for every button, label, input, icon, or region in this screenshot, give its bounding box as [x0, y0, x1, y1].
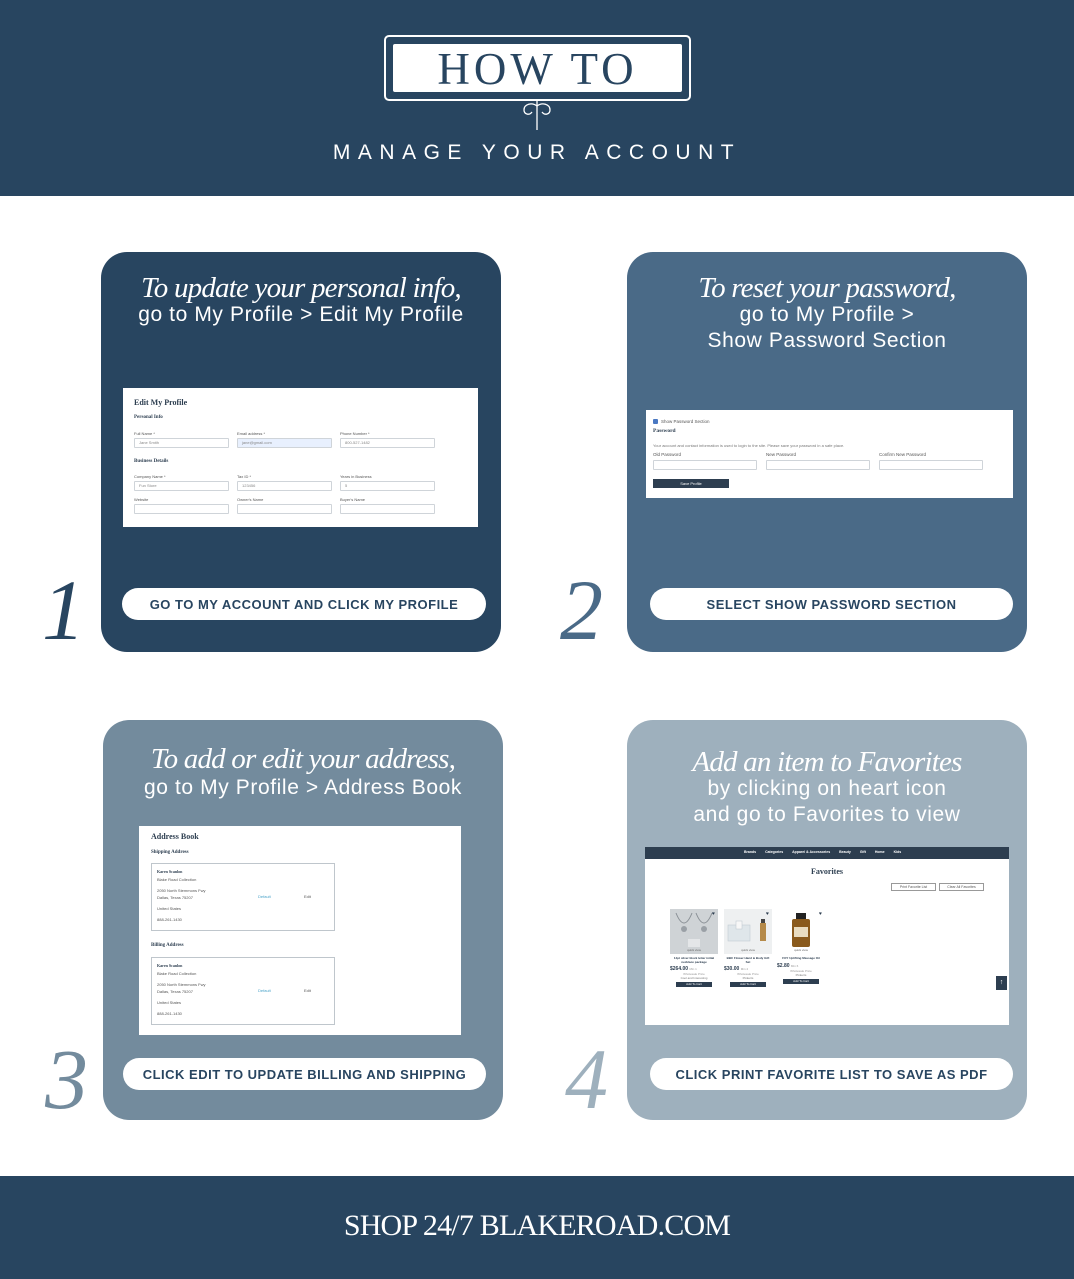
- heart-icon[interactable]: ♥: [712, 911, 715, 917]
- address-book-screenshot: [139, 826, 461, 1035]
- product-meta: Wholesale Price: [790, 968, 812, 973]
- field-label: Confirm New Password: [879, 452, 927, 457]
- field-label: Phone Number *: [340, 431, 370, 436]
- step-subtext: by clicking on heart icon: [707, 777, 947, 800]
- product-min: Min 6: [790, 963, 799, 968]
- address-country: United States: [157, 906, 182, 911]
- title-box: [393, 44, 682, 92]
- footer-banner: [0, 1176, 1074, 1279]
- step-number-2: 2: [560, 562, 603, 658]
- checkbox-label: Show Password Section: [661, 419, 710, 424]
- flourish-ornament: [512, 98, 562, 132]
- tax-id-input[interactable]: [237, 481, 332, 491]
- address-company: Blake Road Collection: [157, 971, 197, 976]
- clear-favorites-button[interactable]: Clear All Favorites: [939, 883, 984, 891]
- product-min: Min 4: [740, 967, 749, 972]
- heart-icon[interactable]: ♥: [819, 911, 822, 917]
- product-image: [724, 909, 772, 954]
- quick-view-link[interactable]: quick view: [687, 948, 701, 952]
- address-city: Dallas, Texas 75207: [157, 989, 193, 994]
- edit-shipping-link[interactable]: Edit: [304, 894, 311, 899]
- field-label: Company Name *: [134, 474, 166, 479]
- product-vendor: Cool and Interesting: [680, 976, 708, 981]
- nav-item[interactable]: Apparel & Accessories: [792, 850, 831, 854]
- product-meta: Wholesale Price: [683, 972, 705, 977]
- product-price: $2.80: [777, 962, 790, 969]
- product-name[interactable]: FOY Uplifting Massage Oil: [782, 956, 820, 960]
- field-label: New Password: [766, 452, 797, 457]
- step-2-button[interactable]: SELECT SHOW PASSWORD SECTION: [650, 588, 1013, 620]
- step-number-1: 1: [42, 562, 85, 658]
- product-card[interactable]: [777, 909, 825, 984]
- email-input[interactable]: [237, 438, 332, 448]
- product-meta: Wholesale Price: [737, 972, 759, 977]
- input-value: Fun Store: [139, 483, 157, 488]
- step-subtext: Show Password Section: [707, 329, 947, 352]
- default-link[interactable]: Default: [258, 894, 271, 899]
- add-to-cart-button[interactable]: Add To Cart: [730, 982, 766, 987]
- website-input[interactable]: [134, 504, 229, 514]
- edit-profile-screenshot: [123, 388, 478, 527]
- address-heading: Shipping Address: [151, 850, 189, 855]
- product-vendor: Pinkerts: [795, 972, 807, 977]
- product-vendor: Pinkerts: [742, 976, 754, 981]
- checkbox-checked[interactable]: [653, 419, 658, 424]
- nav-item[interactable]: Home: [874, 850, 885, 854]
- company-input[interactable]: [134, 481, 229, 491]
- step-heading: To add or edit your address,: [150, 743, 456, 775]
- field-label: Tax ID *: [237, 474, 252, 479]
- address-country: United States: [157, 1000, 182, 1005]
- field-label: Full Name *: [134, 431, 155, 436]
- shipping-address-box: [151, 863, 335, 931]
- address-street: 2050 North Stemmons Fwy: [157, 888, 206, 893]
- step-card-4: [627, 720, 1027, 1120]
- address-name: Karen Scanlon: [157, 869, 183, 874]
- edit-billing-link[interactable]: Edit: [304, 988, 311, 993]
- field-label: Buyer's Name: [340, 497, 365, 502]
- input-value: 800-527-1482: [345, 440, 370, 445]
- owner-input[interactable]: [237, 504, 332, 514]
- favorites-title: Favorites: [811, 867, 843, 876]
- heart-icon[interactable]: ♥: [766, 911, 769, 917]
- address-phone: 888-261-1430: [157, 1011, 182, 1016]
- quick-view-link[interactable]: quick view: [741, 948, 755, 952]
- step-subtext: go to My Profile >: [739, 303, 915, 326]
- field-label: Owner's Name: [237, 497, 264, 502]
- full-name-input[interactable]: [134, 438, 229, 448]
- step-card-1: [101, 252, 501, 652]
- quick-view-link[interactable]: quick view: [794, 948, 808, 952]
- input-value: Jane Smith: [139, 440, 160, 445]
- password-note: Your account and contact information is used to login to the site. Please save your password in a safe place.: [653, 443, 845, 448]
- years-input[interactable]: [340, 481, 435, 491]
- step-card-2: [627, 252, 1027, 652]
- step-1-button[interactable]: GO TO MY ACCOUNT AND CLICK MY PROFILE: [122, 588, 486, 620]
- product-min: Min 1: [689, 967, 697, 972]
- address-heading: Billing Address: [151, 943, 184, 948]
- address-street: 2050 North Stemmons Fwy: [157, 982, 206, 987]
- site-nav-bar: [645, 847, 1009, 859]
- input-value: 5: [345, 483, 348, 488]
- address-name: Karen Scanlon: [157, 963, 183, 968]
- address-phone: 888-261-1430: [157, 917, 182, 922]
- product-price: $30.00: [724, 966, 740, 973]
- section-heading: Password: [653, 428, 676, 434]
- field-label: Years in Business: [340, 474, 372, 479]
- step-number-4: 4: [565, 1031, 608, 1127]
- product-price: $264.00: [670, 966, 689, 973]
- step-3-button[interactable]: CLICK EDIT TO UPDATE BILLING AND SHIPPING: [123, 1058, 486, 1090]
- product-name[interactable]: BBC Flower Hand & Body Gift Set: [726, 956, 770, 964]
- nav-item[interactable]: Beauty: [839, 850, 851, 854]
- step-subtext: go to My Profile > Address Book: [143, 776, 462, 799]
- input-value: jane@gmail.com: [242, 440, 272, 445]
- title-frame: [384, 35, 691, 101]
- step-number-3: 3: [45, 1031, 88, 1127]
- product-card[interactable]: [670, 909, 718, 987]
- page-title: HOW TO: [437, 43, 638, 94]
- default-link[interactable]: Default: [258, 988, 271, 993]
- add-to-cart-button[interactable]: Add To Cart: [676, 982, 712, 987]
- field-label: Website: [134, 497, 149, 502]
- billing-address-box: [151, 957, 335, 1025]
- address-city: Dallas, Texas 75207: [157, 895, 193, 900]
- product-name[interactable]: 14pt silver block letter initial necklace package: [673, 956, 715, 964]
- nav-item[interactable]: Categories: [765, 850, 784, 854]
- section-heading: Business Details: [134, 459, 169, 464]
- step-subtext: and go to Favorites to view: [693, 803, 961, 826]
- product-image: [670, 909, 718, 954]
- address-company: Blake Road Collection: [157, 877, 197, 882]
- screenshot-title: Edit My Profile: [134, 398, 188, 407]
- header-banner: [0, 0, 1074, 196]
- step-subtext: go to My Profile > Edit My Profile: [138, 303, 464, 326]
- step-heading: To reset your password,: [698, 272, 956, 304]
- nav-item[interactable]: Kids: [893, 850, 902, 854]
- add-to-cart-button[interactable]: Add To Cart: [783, 979, 819, 984]
- save-profile-button[interactable]: Save Profile: [653, 479, 729, 488]
- page-subtitle: MANAGE YOUR ACCOUNT: [332, 141, 742, 164]
- nav-item[interactable]: Gift: [859, 850, 866, 854]
- step-heading: To update your personal info,: [141, 272, 461, 304]
- step-heading: Add an item to Favorites: [692, 746, 962, 778]
- product-image: [777, 909, 825, 954]
- field-label: Email address *: [237, 431, 266, 436]
- password-screenshot: [646, 410, 1013, 498]
- favorites-screenshot: [645, 847, 1009, 1025]
- confirm-password-input[interactable]: [879, 460, 983, 470]
- buyer-input[interactable]: [340, 504, 435, 514]
- scroll-to-top-button[interactable]: ↑: [996, 976, 1007, 990]
- section-heading: Personal Info: [134, 415, 163, 420]
- print-favorite-list-button[interactable]: Print Favorite List: [891, 883, 936, 891]
- product-card[interactable]: [724, 909, 772, 987]
- step-card-3: [103, 720, 503, 1120]
- step-4-button[interactable]: CLICK PRINT FAVORITE LIST TO SAVE AS PDF: [650, 1058, 1013, 1090]
- input-value: 123456: [242, 483, 256, 488]
- new-password-input[interactable]: [766, 460, 870, 470]
- nav-item[interactable]: Brands: [744, 850, 757, 854]
- screenshot-title: Address Book: [151, 832, 199, 841]
- footer-shop-link[interactable]: SHOP 24/7 BLAKEROAD.COM: [343, 1209, 731, 1242]
- field-label: Old Password: [653, 452, 682, 457]
- phone-input[interactable]: [340, 438, 435, 448]
- old-password-input[interactable]: [653, 460, 757, 470]
